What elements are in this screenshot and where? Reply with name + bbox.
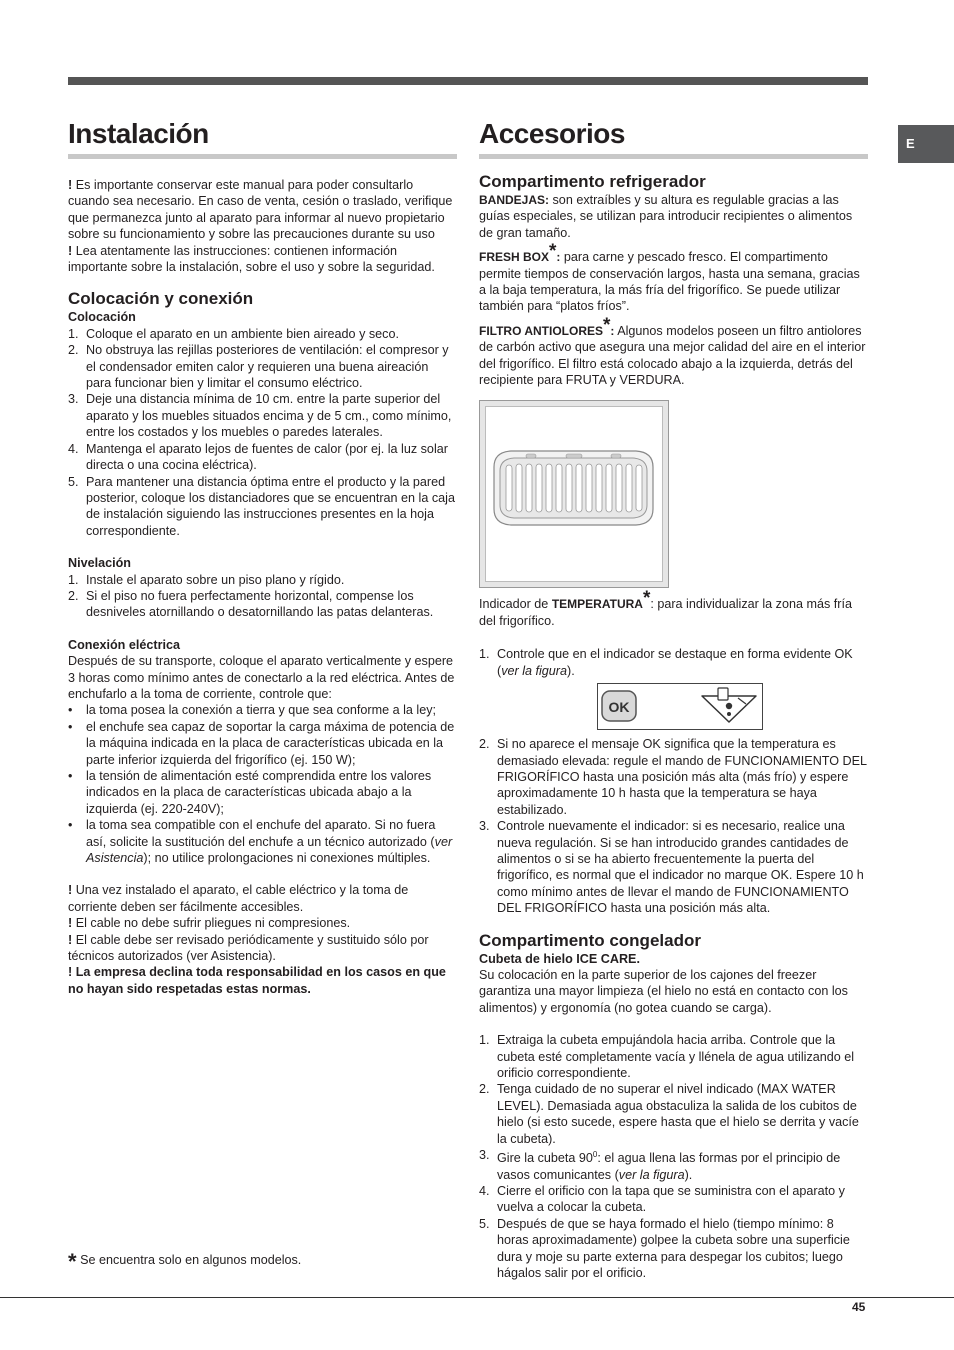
list-item: 1. Instale el aparato sobre un piso plano y rígido. [68, 572, 345, 587]
temperature-indicator-figure [597, 683, 763, 730]
list-item: 2. Tenga cuidado de no superar el nivel indicado (MAX WATER LEVEL). Demasiada agua obstaculiza la salida de los cubitos de hielo (si esto sucede, espere hasta que el hielo se derrita y vacíe la cubeta). [479, 1082, 859, 1146]
list-item: 4. Mantenga el aparato lejos de fuentes de calor (por ej. la luz solar directa o una cocina eléctrica). [68, 441, 448, 473]
freshbox-paragraph: FRESH BOX*: para carne y pescado fresco. El compartimento permite tiempos de conservación largos, hasta una semana, gracias a la baja temperatura, la más fría del frigorífico. Se puede utilizar también para “platos fríos”. [479, 241, 860, 314]
list-item: • la toma posea la conexión a tierra y que sea conforme a la ley; [68, 703, 437, 718]
page-number: 45 [852, 1300, 866, 1314]
list-item: 1. Coloque el aparato en un ambiente bien aireado y seco. [68, 326, 399, 341]
ice-care-intro: Su colocación en la parte superior de los cajones del freezer garantiza una mayor limpieza (el hielo no está en contacto con los alimentos) y ergonomía (no gotea cuando se carga). [479, 967, 848, 1015]
nivelacion-list [68, 572, 457, 621]
list-item: 1. Extraiga la cubeta empujándola hacia arriba. Controle que la cubeta esté completamente vacía y llénela de agua utilizando el orificio correspondiente. [479, 1033, 855, 1080]
ok-indicator-drawing [598, 684, 762, 729]
conexion-checklist [68, 702, 457, 866]
list-item: 2. Si el piso no fuera perfectamente horizontal, compense los desniveles atornillando o desatornillando las patas delanteras. [68, 588, 434, 620]
warning-note: ! El cable no debe sufrir pliegues ni compresiones. [68, 916, 351, 931]
language-tab: E [898, 125, 954, 163]
installation-column [68, 116, 457, 997]
footnote: * Se encuentra solo en algunos modelos. [68, 1249, 302, 1274]
list-item: • el enchufe sea capaz de soportar la carga máxima de potencia de la máquina indicada en la placa de características ubicada en la parte inferior izquierda del frigorífico (ej. 150 W); [68, 719, 455, 767]
list-item: 3. Deje una distancia mínima de 10 cm. entre la parte superior del aparato y los muebles situados encima y de 5 cm., como mínimo, entre los costados y los muebles o paredes laterales. [68, 392, 452, 440]
indicador-steps-1 [479, 646, 868, 679]
indicador-steps-2 [479, 736, 868, 916]
subheading-conexion-electrica: Conexión eléctrica [68, 637, 180, 652]
warning-note: ! Una vez instalado el aparato, el cable eléctrico y la toma de corriente deben ser fácilmente accesibles. [68, 883, 409, 914]
page-title-accesorios: Accesorios [479, 116, 868, 159]
indicador-paragraph: Indicador de TEMPERATURA*: para individualizar la zona más fría del frigorífico. [479, 588, 852, 628]
intro-note: ! Es importante conservar este manual para poder consultarlo cuando sea necesario. En caso de venta, cesión o traslado, verifique que permanezca junto al aparato para informar al nuevo propietario sobre su funcionamiento y sobre las precauciones durante su uso [68, 178, 453, 242]
ice-care-steps [479, 1032, 868, 1281]
accessories-column [479, 116, 868, 1281]
footer-rule [0, 1297, 954, 1298]
list-item: 1. Controle que en el indicador se destaque en forma evidente OK (ver la figura). [479, 647, 853, 678]
list-item: 5. Para mantener una distancia óptima entre el producto y la pared posterior, coloque los distanciadores que se encuentran en la caja de instalación siguiendo las instrucciones presentes en la hoja correspondiente. [68, 474, 455, 538]
intro-notes [68, 177, 457, 275]
section-title-congelador: Compartimento congelador [479, 930, 701, 950]
conexion-intro: Después de su transporte, coloque el aparato verticalmente y espere 3 horas como mínimo antes de conectarlo a la red eléctrica. Antes de enchufarlo a la toma de corriente, controle que: [68, 654, 455, 701]
list-item: 4. Cierre el orificio con la tapa que se suministra con el aparato y vuelva a colocar la cubeta. [479, 1184, 845, 1215]
page-title-instalacion: Instalación [68, 116, 457, 159]
subheading-ice-care: Cubeta de hielo ICE CARE. [479, 951, 640, 966]
list-item: • la toma sea compatible con el enchufe del aparato. Si no fuera así, solicite la sustitución del enchufe a un técnico autorizado (ver Asistencia); no utilice prolongaciones ni conexiones múltiples. [68, 818, 453, 866]
ok-label: OK [608, 699, 630, 716]
colocacion-list [68, 326, 457, 539]
subheading-colocacion: Colocación [68, 310, 136, 325]
odor-filter-illustration [479, 400, 669, 588]
filtro-paragraph: FILTRO ANTIOLORES*: Algunos modelos poseen un filtro antiolores de carbón activo que asegura una mejor calidad del aire en el interior del frigorífico. El filtro está colocado abajo a la izquierda, detrás del recipiente para FRUTA y VERDURA. [479, 314, 866, 388]
list-item: 2. Si no aparece el mensaje OK significa que la temperatura es demasiado elevada: regule el mando de FUNCIONAMIENTO DEL FRIGORÍFICO hasta una posición más alta (más frío) y espere aproximadamente 10 h hasta que la temperatura se haya estabilizado. [479, 737, 867, 817]
top-rule [68, 77, 868, 85]
section-title-colocacion-conexion: Colocación y conexión [68, 289, 254, 309]
list-item: • la tensión de alimentación esté comprendida entre los valores indicados en la placa de características ubicada abajo a la izquierda (ej. 220-240V); [68, 769, 432, 816]
odor-filter-drawing [486, 407, 662, 581]
list-item: 2. No obstruya las rejillas posteriores de ventilación: el compresor y el condensador emiten calor y requieren una buena aireación para funcionar bien y limitar el consumo eléctrico. [68, 343, 449, 391]
liability-warning: ! La empresa declina toda responsabilidad en los casos en que no hayan sido respetadas estas normas. [68, 965, 446, 996]
list-item: 3. Controle nuevamente el indicador: si es necesario, realice una nueva regulación. Si se han introducido grandes cantidades de alimentos o si se ha abierto frecuentemente la puerta del frigorífico, es normal que el indicador no marque OK. Espere 10 h como mínimo antes de llevar el mando de FUNCIONAMIENTO DEL FRIGORÍFICO hasta una posición más alta. [479, 819, 864, 916]
warning-note: ! El cable debe ser revisado periódicamente y sustituido sólo por técnicos autorizados (ver Asistencia). [68, 932, 429, 964]
bandejas-paragraph: BANDEJAS: son extraíbles y su altura es regulable gracias a las guías especiales, se utilizan para introducir recipientes o alimentos de gran tamaño. [479, 193, 853, 240]
intro-note: ! Lea atentamente las instrucciones: contienen información importante sobre la instalación, sobre el uso y sobre la seguridad. [68, 243, 435, 275]
warnings [68, 882, 457, 997]
list-item: 5. Después de que se haya formado el hielo (tiempo mínimo: 8 horas aproximadamente) golpee la cubeta sobre una superficie dura y moje su parte externa para despegar los cubitos; luego hágalos salir por el orificio. [479, 1216, 850, 1281]
list-item: 3. Gire la cubeta $90^0$: el agua llena las formas por el principio de vasos comunicantes (ver la figura). [479, 1148, 841, 1182]
subheading-nivelacion: Nivelación [68, 556, 131, 571]
section-title-refrigerador: Compartimento refrigerador [479, 172, 706, 191]
